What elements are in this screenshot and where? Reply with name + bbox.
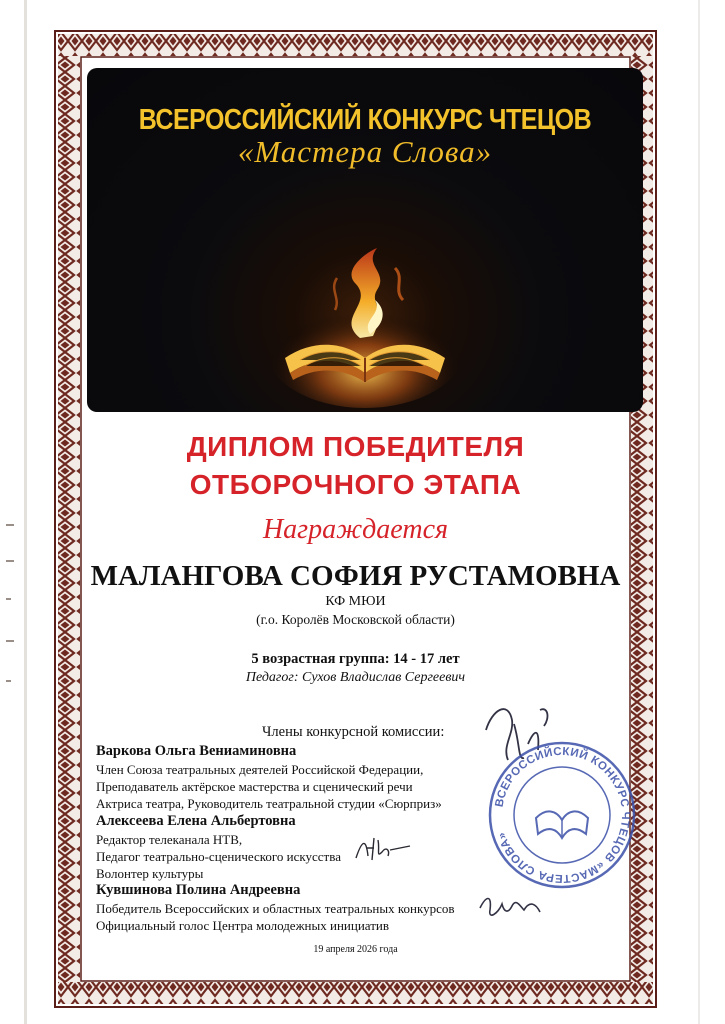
signature-2: [352, 832, 412, 866]
diploma-title-line1: ДИПЛОМ ПОБЕДИТЕЛЯ: [186, 431, 525, 462]
city: (г.о. Королёв Московской области): [256, 612, 455, 627]
diploma-title: [54, 428, 657, 504]
diploma-title-line2: ОТБОРОЧНОГО ЭТАПА: [189, 469, 522, 500]
awarded-label: Награждается: [262, 514, 449, 545]
jury-member-line: Педагог театрально-сценического искусства: [96, 849, 341, 864]
jury-heading: Члены конкурсной комиссии:: [262, 724, 445, 740]
stamp-text: ВСЕРОССИЙСКИЙ КОНКУРС ЧТЕЦОВ «МАСТЕРА СЛОВА»: [493, 745, 632, 885]
age-group: 5 возрастная группа: 14 - 17 лет: [251, 651, 460, 667]
contest-banner: [87, 68, 643, 412]
scan-edge-left: [24, 0, 27, 1024]
scan-edge-right: [698, 0, 700, 1024]
official-stamp: [478, 700, 653, 940]
jury-member-name: Алексеева Елена Альбертовна: [96, 813, 296, 829]
jury-member-line: Волонтер культуры: [96, 866, 204, 881]
jury-member-line: Актриса театра, Руководитель театральной студии «Сюрприз»: [96, 796, 442, 811]
page-edge-marks: [0, 520, 20, 720]
jury-member-line: Преподаватель актёрское мастерства и сценический речи: [96, 779, 413, 794]
jury-member-line: Официальный голос Центра молодежных инициатив: [96, 918, 389, 933]
jury-member-name: Варкова Ольга Вениаминовна: [96, 743, 297, 759]
banner-subtitle: «Мастера Слова»: [237, 134, 493, 169]
jury-member-line: Член Союза театральных деятелей Российской Федерации,: [96, 762, 424, 777]
jury-member-name: Кувшинова Полина Андреевна: [96, 882, 301, 898]
diploma-date: 19 апреля 2026 года: [313, 944, 398, 955]
banner-title: ВСЕРОССИЙСКИЙ КОНКУРС ЧТЕЦОВ: [138, 103, 592, 137]
winner-name: МАЛАНГОВА СОФИЯ РУСТАМОВНА: [90, 560, 621, 592]
jury-member-line: Победитель Всероссийских и областных театральных конкурсов: [96, 901, 455, 916]
teacher: Педагог: Сухов Владислав Сергеевич: [245, 670, 466, 685]
jury-member-line: Редактор телеканала НТВ,: [96, 832, 243, 847]
organization: КФ МЮИ: [325, 594, 386, 609]
flaming-book-icon: [265, 208, 465, 408]
